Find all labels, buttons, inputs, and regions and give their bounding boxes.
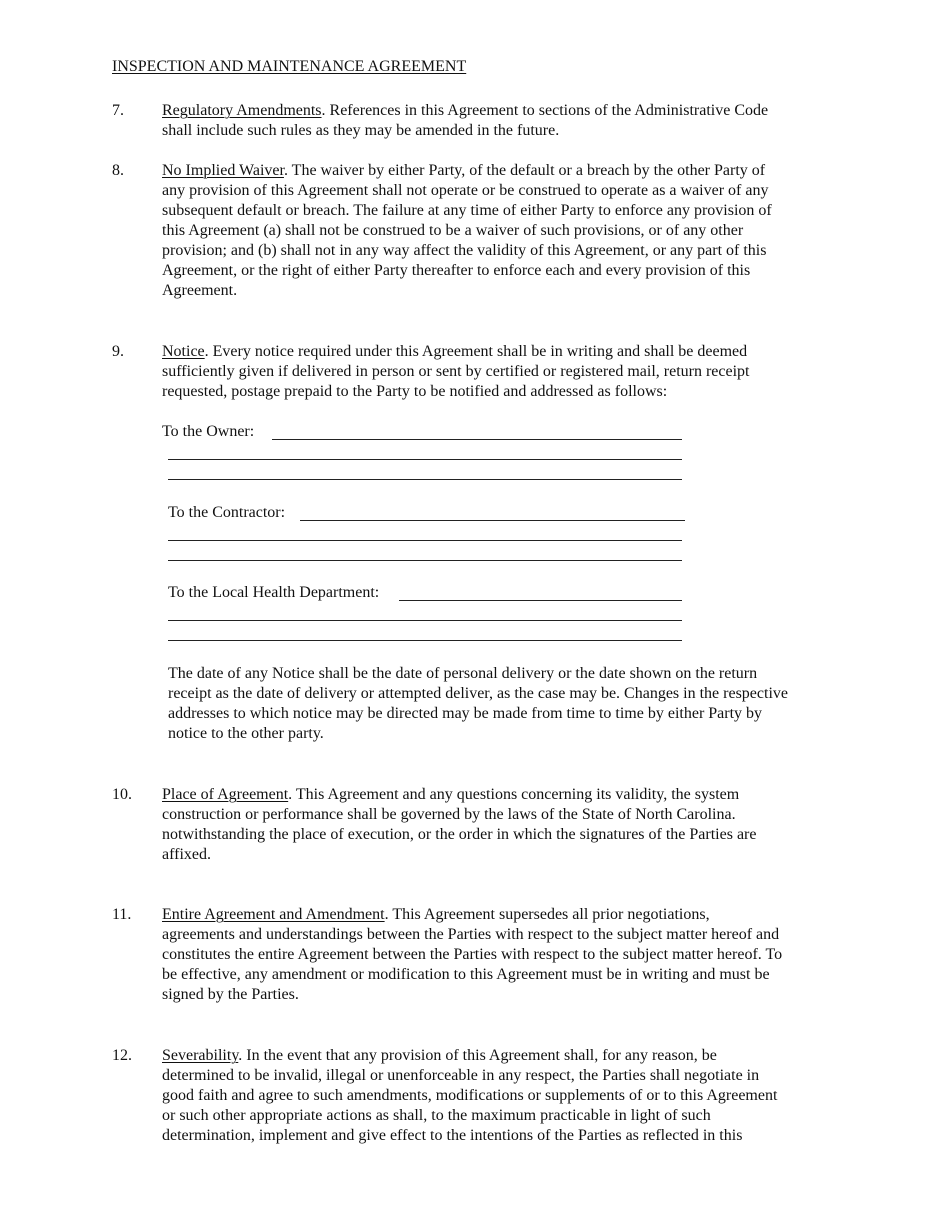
health-dept-address-line-2[interactable] [168, 620, 682, 621]
section-heading: Regulatory Amendments [162, 102, 322, 119]
section-text: good faith and agree to such amendments, modifications or supplements of or to this Agreement [162, 1087, 778, 1104]
notice-closing-text: notice to the other party. [168, 725, 324, 742]
section-first-line [162, 785, 739, 805]
page-title: INSPECTION AND MAINTENANCE AGREEMENT [112, 58, 467, 75]
owner-address-line-2[interactable] [168, 459, 682, 460]
section-first-line [162, 342, 747, 362]
section-text: signed by the Parties. [162, 986, 299, 1003]
section-text: subsequent default or breach. The failure at any time of either Party to enforce any provision of [162, 202, 772, 219]
section-text: or such other appropriate actions as shall, to the maximum practicable in light of such [162, 1107, 711, 1124]
notice-closing-text: receipt as the date of delivery or attempted deliver, as the case may be. Changes in the respective [168, 685, 788, 702]
section-heading: No Implied Waiver [162, 162, 284, 179]
owner-address-line-1[interactable] [272, 439, 682, 440]
section-text: . Every notice required under this Agreement shall be in writing and shall be deemed [204, 343, 748, 360]
section-number: 9. [112, 343, 124, 360]
section-text: this Agreement (a) shall not be construed to be a waiver of such provisions, or of any other [162, 222, 744, 239]
section-text: Agreement, or the right of either Party thereafter to enforce each and every provision of this [162, 262, 751, 279]
section-number: 12. [112, 1047, 132, 1064]
section-text: Agreement. [162, 282, 238, 299]
contractor-address-line-3[interactable] [168, 560, 682, 561]
section-text: affixed. [162, 846, 212, 863]
owner-address-line-3[interactable] [168, 479, 682, 480]
section-text: be effective, any amendment or modification to this Agreement must be in writing and must be [162, 966, 770, 983]
section-number: 8. [112, 162, 124, 179]
section-text: requested, postage prepaid to the Party to be notified and addressed as follows: [162, 383, 668, 400]
section-text: . This Agreement and any questions concerning its validity, the system [288, 786, 740, 803]
section-heading: Severability [162, 1047, 239, 1064]
health-dept-address-label: To the Local Health Department: [168, 584, 380, 601]
contractor-address-line-1[interactable] [300, 520, 685, 521]
section-text: construction or performance shall be governed by the laws of the State of North Carolina. [162, 806, 736, 823]
section-first-line [162, 905, 710, 925]
section-text: sufficiently given if delivered in person or sent by certified or registered mail, return receipt [162, 363, 750, 380]
section-text: . The waiver by either Party, of the default or a breach by the other Party of [283, 162, 766, 179]
section-text: provision; and (b) shall not in any way affect the validity of this Agreement, or any part of this [162, 242, 767, 259]
section-text: determination, implement and give effect to the intentions of the Parties as reflected in this [162, 1127, 743, 1144]
section-text: agreements and understandings between the Parties with respect to the subject matter hereof and [162, 926, 780, 943]
section-text: any provision of this Agreement shall not operate or be construed to operate as a waiver of any [162, 182, 769, 199]
contractor-address-label: To the Contractor: [168, 504, 286, 521]
section-text: constitutes the entire Agreement between the Parties with respect to the subject matter hereof. To [162, 946, 783, 963]
contractor-address-line-2[interactable] [168, 540, 682, 541]
section-text: . References in this Agreement to sections of the Administrative Code [321, 102, 769, 119]
section-number: 10. [112, 786, 132, 803]
notice-closing-text: The date of any Notice shall be the date of personal delivery or the date shown on the return [168, 665, 758, 682]
health-dept-address-line-3[interactable] [168, 640, 682, 641]
section-heading: Entire Agreement and Amendment [162, 906, 385, 923]
owner-address-label: To the Owner: [162, 423, 255, 440]
section-number: 11. [112, 906, 132, 923]
section-text: . In the event that any provision of this Agreement shall, for any reason, be [238, 1047, 717, 1064]
section-first-line [162, 101, 768, 121]
section-first-line [162, 161, 765, 181]
section-heading: Place of Agreement [162, 786, 289, 803]
section-text: determined to be invalid, illegal or unenforceable in any respect, the Parties shall negotiate in [162, 1067, 760, 1084]
health-dept-address-line-1[interactable] [399, 600, 682, 601]
section-text: notwithstanding the place of execution, or the order in which the signatures of the Parties are [162, 826, 757, 843]
section-number: 7. [112, 102, 124, 119]
section-text: shall include such rules as they may be amended in the future. [162, 122, 560, 139]
section-first-line [162, 1046, 717, 1066]
section-heading: Notice [162, 343, 205, 360]
notice-closing-text: addresses to which notice may be directed may be made from time to time by either Party by [168, 705, 763, 722]
section-text: . This Agreement supersedes all prior negotiations, [384, 906, 710, 923]
